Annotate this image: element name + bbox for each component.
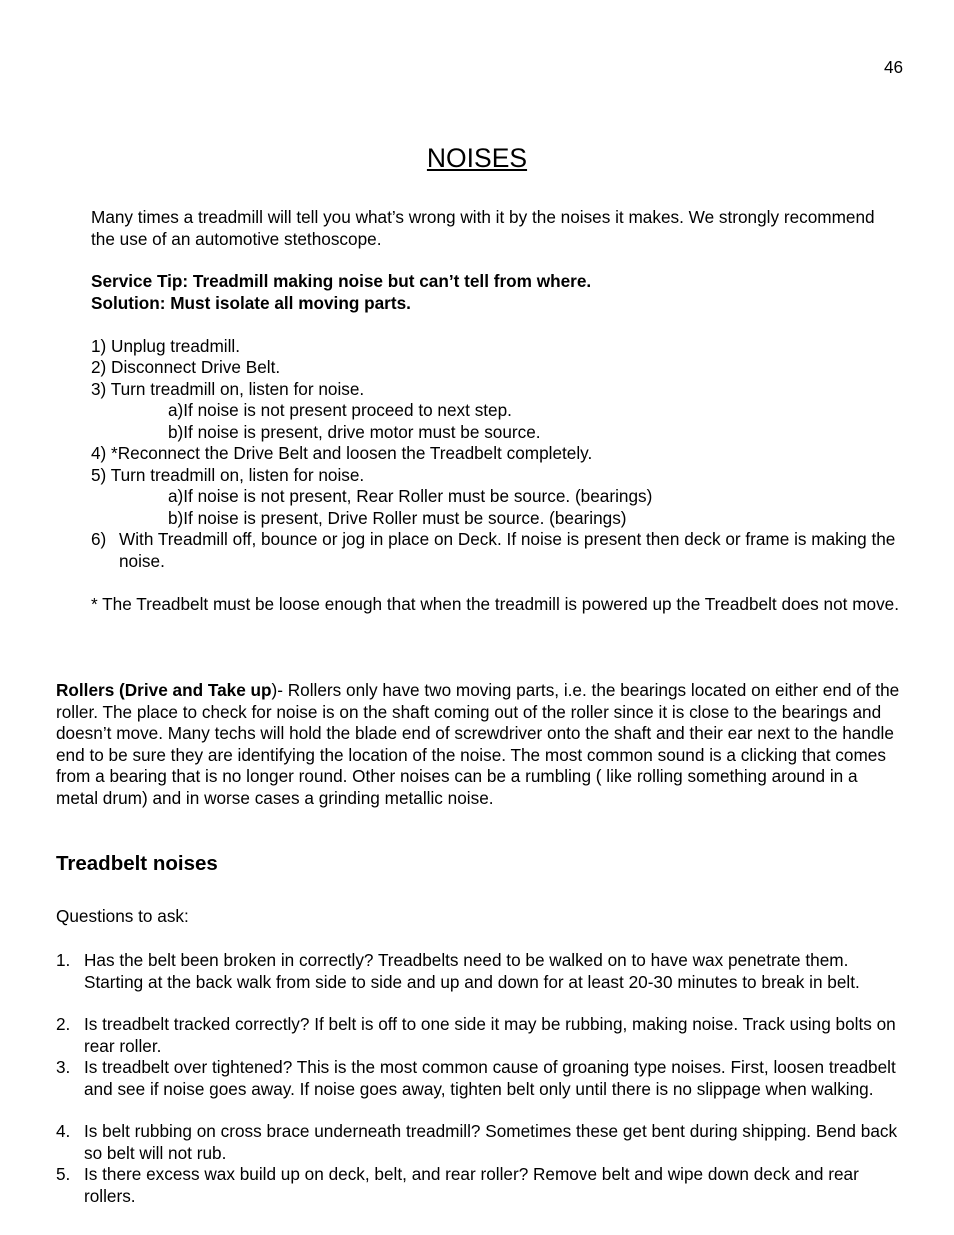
step-3: 3) Turn treadmill on, listen for noise. [91,379,365,399]
rollers-heading: Rollers (Drive and Take up [56,680,272,700]
footnote: * The Treadbelt must be loose enough that when the treadmill is powered up the Treadbelt does not move. [91,594,899,614]
step-3b: b)If noise is present, drive motor must be source. [168,422,541,442]
intro-paragraph: Many times a treadmill will tell you what’s wrong with it by the noises it makes. We strongly recommend the use of an automotive stethoscope. [91,207,875,249]
page-number: 46 [884,57,904,77]
solution: Solution: Must isolate all moving parts. [91,293,411,313]
question-1: Has the belt been broken in correctly? Treadbelts need to be walked on to have wax penetrate them. Starting at the back walk from side to side and up and down for at least 20-30 minutes to break in belt. [84,950,860,992]
step-3a: a)If noise is not present proceed to next step. [168,400,512,420]
question-3-number: 3. [56,1057,71,1077]
question-2-number: 2. [56,1014,71,1034]
step-5b: b)If noise is present, Drive Roller must be source. (bearings) [168,508,627,528]
questions-label: Questions to ask: [56,906,189,926]
rollers-text: )- Rollers only have two moving parts, i.e. the bearings located on either end of the roller. The place to check for noise is on the shaft coming out of the roller since it is close to the bearings and doesn’t move. Many techs will hold the blade end of screwdriver onto the shaft and their ear next to the handle end to be sure they are identifying the location of the noise. The most common sound is a clicking that comes from a bearing that is no longer round. Other noises can be a rumbling ( like rolling something around in a metal drum) and in worse cases a grinding metallic noise. [56,680,900,808]
step-5: 5) Turn treadmill on, listen for noise. [91,465,365,485]
question-3: Is treadbelt over tightened? This is the most common cause of groaning type noises. First, loosen treadbelt and see if noise goes away. If noise goes away, tighten belt only until there is no slippage when walking. [84,1057,896,1099]
step-4: 4) *Reconnect the Drive Belt and loosen the Treadbelt completely. [91,443,593,463]
step-5a: a)If noise is not present, Rear Roller must be source. (bearings) [168,486,653,506]
question-5-number: 5. [56,1164,71,1184]
question-2: Is treadbelt tracked correctly? If belt is off to one side it may be rubbing, making noise. Track using bolts on rear roller. [84,1014,896,1056]
question-1-number: 1. [56,950,71,970]
step-6-number: 6) [91,529,107,549]
question-4: Is belt rubbing on cross brace underneath treadmill? Sometimes these get bent during shipping. Bend back so belt will not rub. [84,1121,898,1163]
step-2: 2) Disconnect Drive Belt. [91,357,281,377]
step-6-text: With Treadmill off, bounce or jog in place on Deck. If noise is present then deck or frame is making the noise. [119,529,896,571]
question-4-number: 4. [56,1121,71,1141]
treadbelt-heading: Treadbelt noises [56,852,218,875]
page-title: NOISES [426,143,528,173]
rollers-paragraph [56,680,904,809]
question-5: Is there excess wax build up on deck, belt, and rear roller? Remove belt and wipe down deck and rear rollers. [84,1164,859,1206]
service-tip: Service Tip: Treadmill making noise but can’t tell from where. [91,271,592,291]
step-1: 1) Unplug treadmill. [91,336,241,356]
